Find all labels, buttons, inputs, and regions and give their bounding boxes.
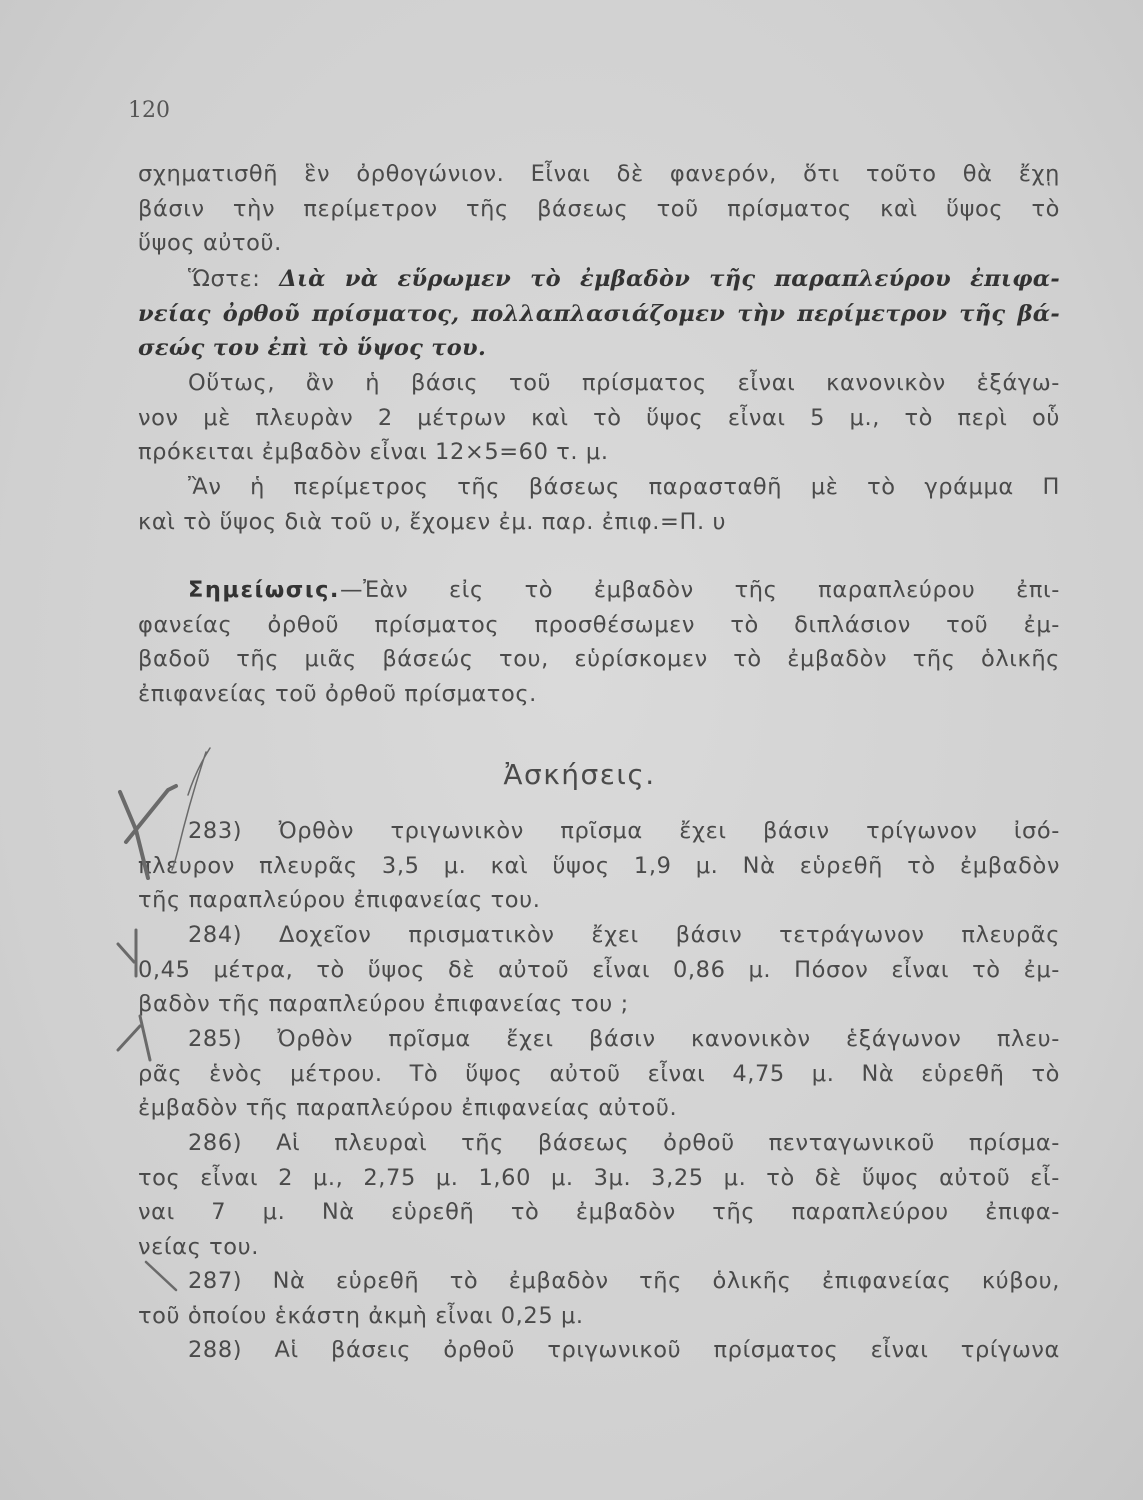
text-line: ἐπιφανείας τοῦ ὀρθοῦ πρίσματος. <box>138 680 537 707</box>
exercise-285 <box>138 1022 1060 1126</box>
text-line: βάσιν τὴν περίμετρον τῆς βάσεως τοῦ πρίσματος καὶ ὕψος τὸ <box>138 195 1060 222</box>
text-line: 284) Δοχεῖον πρισματικὸν ἔχει βάσιν τετράγωνον πλευρᾶς <box>188 922 1060 948</box>
text-line: βαδὸν τῆς παραπλεύρου ἐπιφανείας του ; <box>138 991 629 1017</box>
text-line: τῆς παραπλεύρου ἐπιφανείας του. <box>138 887 541 913</box>
note-text: —Ἐὰν εἰς τὸ ἐμβαδὸν τῆς παραπλεύρου ἐπι- <box>339 577 1060 603</box>
text-line: φανείας ὀρθοῦ πρίσματος προσθέσωμεν τὸ διπλάσιον τοῦ ἐμ- <box>138 611 1060 638</box>
text-line: τος εἶναι 2 μ., 2,75 μ. 1,60 μ. 3μ. 3,25 μ. τὸ δὲ ὕψος αὐτοῦ εἶ- <box>138 1164 1060 1191</box>
text-line: 283) Ὀρθὸν τριγωνικὸν πρῖσμα ἔχει βάσιν τρίγωνον ἰσό- <box>188 818 1060 844</box>
formula-paragraph <box>138 470 1060 539</box>
text-line: ναι 7 μ. Νὰ εὑρεθῆ τὸ ἐμβαδὸν τῆς παραπλεύρου ἐπιφα- <box>138 1199 1060 1225</box>
text-line: πρόκειται ἐμβαδὸν εἶναι 12×5=60 τ. μ. <box>138 439 609 465</box>
exercise-286 <box>138 1126 1060 1264</box>
text-line: καὶ τὸ ὕψος διὰ τοῦ υ, ἔχομεν ἐμ. παρ. ἐπιφ.=Π. υ <box>138 508 727 535</box>
text-line: βαδοῦ τῆς μιᾶς βάσεώς του, εὑρίσκομεν τὸ ἐμβαδὸν τῆς ὁλικῆς <box>138 646 1060 672</box>
text-line: σχηματισθῆ ἓν ὀρθογώνιον. Εἶναι δὲ φανερόν, ὅτι τοῦτο θὰ ἔχῃ <box>138 161 1060 187</box>
rule-lead: Ὥστε: <box>188 266 261 292</box>
note-line-1 <box>138 573 1060 608</box>
note-paragraph <box>138 573 1060 711</box>
rule-line-1 <box>138 262 1060 297</box>
text-line: ὕψος αὐτοῦ. <box>138 230 282 256</box>
text-line: Οὕτως, ἂν ἡ βάσις τοῦ πρίσματος εἶναι κανονικὸν ἑξάγω- <box>188 370 1060 396</box>
text-line: Ἂν ἡ περίμετρος τῆς βάσεως παρασταθῆ μὲ τὸ γράμμα Π <box>188 474 1060 500</box>
rule-text: Διὰ νὰ εὕρωμεν τὸ ἐμβαδὸν τῆς παραπλεύρου ἐπιφα- <box>279 266 1060 292</box>
exercise-288 <box>138 1333 1060 1368</box>
exercises-heading: Ἀσκήσεις. <box>503 758 656 791</box>
text-line: 285) Ὀρθὸν πρῖσμα ἔχει βάσιν κανονικὸν ἑξάγωνον πλευ- <box>188 1026 1060 1052</box>
text-line: τοῦ ὁποίου ἑκάστη ἀκμὴ εἶναι 0,25 μ. <box>138 1302 584 1329</box>
exercise-287 <box>138 1264 1060 1333</box>
text-line: 286) Αἱ πλευραὶ τῆς βάσεως ὀρθοῦ πενταγωνικοῦ πρίσμα- <box>188 1130 1060 1156</box>
text-line: ρᾶς ἑνὸς μέτρου. Τὸ ὕψος αὐτοῦ εἶναι 4,75 μ. Νὰ εὑρεθῆ τὸ <box>138 1060 1060 1087</box>
pencil-cross-mark <box>118 930 136 976</box>
text-line: 287) Νὰ εὑρεθῆ τὸ ἐμβαδὸν τῆς ὁλικῆς ἐπιφανείας κύβου, <box>188 1268 1060 1294</box>
rule-line-3: σεώς του ἐπὶ τὸ ὕψος του. <box>138 335 487 361</box>
example-paragraph <box>138 366 1060 470</box>
note-label: Σημείωσις. <box>188 577 340 603</box>
text-line: πλευρον πλευρᾶς 3,5 μ. καὶ ὕψος 1,9 μ. Νὰ εὑρεθῆ τὸ ἐμβαδὸν <box>138 852 1060 879</box>
exercise-283 <box>138 814 1060 918</box>
page-number: 120 <box>128 98 170 123</box>
text-line: 0,45 μέτρα, τὸ ὕψος δὲ αὐτοῦ εἶναι 0,86 μ. Πόσον εἶναι τὸ ἐμ- <box>138 956 1060 983</box>
paragraph-intro <box>138 157 1060 261</box>
text-line: 288) Αἱ βάσεις ὀρθοῦ τριγωνικοῦ πρίσματος εἶναι τρίγωνα <box>188 1337 1060 1363</box>
text-line: ἐμβαδὸν τῆς παραπλεύρου ἐπιφανείας αὐτοῦ. <box>138 1095 678 1121</box>
rule-line-2: νείας ὀρθοῦ πρίσματος, πολλαπλασιάζομεν τὴν περίμετρον τῆς βά- <box>138 300 1060 327</box>
rule-paragraph <box>138 262 1060 366</box>
text-line: νείας του. <box>138 1233 260 1260</box>
text-line: νον μὲ πλευρὰν 2 μέτρων καὶ τὸ ὕψος εἶναι 5 μ., τὸ περὶ οὗ <box>138 404 1060 431</box>
exercise-284 <box>138 918 1060 1022</box>
